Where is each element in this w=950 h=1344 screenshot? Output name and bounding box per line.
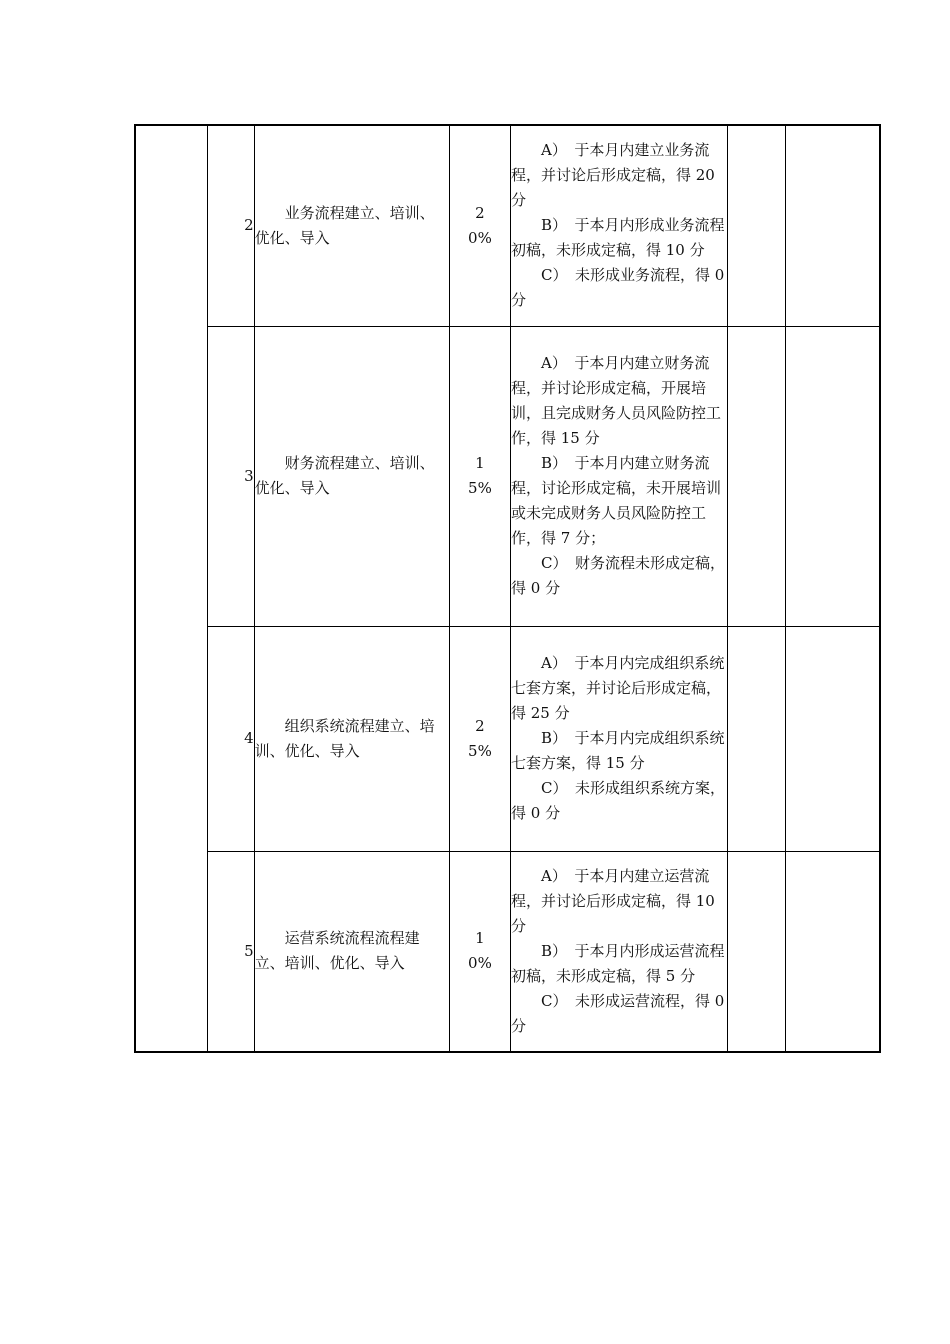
criteria-c: C） 财务流程未形成定稿，得 0 分: [510, 554, 725, 597]
remark-cell: [786, 851, 880, 1052]
merged-category-cell: [135, 125, 207, 1052]
row-number: 3: [207, 326, 254, 626]
item-text: 组织系统流程建立、培训、优化、导入: [254, 716, 435, 760]
criteria-c: C） 未形成运营流程，得 0 分: [510, 991, 725, 1035]
criteria-a: A） 于本月内完成组织系统七套方案，并讨论后形成定稿，得 25 分: [510, 654, 725, 722]
item-cell: [254, 851, 449, 1052]
criteria-b: B） 于本月内形成业务流程初稿，未形成定稿，得 10 分: [510, 216, 725, 260]
criteria-a: A） 于本月内建立财务流程，并讨论形成定稿，开展培训，且完成财务人员风险防控工作，得 15 分: [510, 354, 721, 447]
item-text: 运营系统流程流程建立、培训、优化、导入: [254, 929, 420, 973]
weight-line-1: 1: [475, 454, 485, 472]
row-number: 5: [207, 851, 254, 1052]
table-row: [135, 851, 880, 1052]
score-cell: [728, 851, 786, 1052]
item-text: 业务流程建立、培训、优化、导入: [254, 203, 435, 247]
weight-line-1: 2: [475, 716, 485, 735]
weight-cell: [449, 626, 510, 851]
weight-line-1: 1: [475, 929, 485, 948]
assessment-table: [134, 124, 881, 1053]
item-cell: [254, 626, 449, 851]
weight-line-2: 5%: [468, 741, 492, 760]
criteria-cell: [510, 626, 727, 851]
remark-cell: [786, 626, 880, 851]
remark-cell: [786, 326, 880, 626]
row-number: 4: [207, 626, 254, 851]
table-row: [135, 626, 880, 851]
weight-cell: [449, 326, 510, 626]
criteria-a: A） 于本月内建立运营流程，并讨论后形成定稿，得 10 分: [510, 866, 715, 935]
item-cell: [254, 326, 449, 626]
criteria-c: C） 未形成组织系统方案，得 0 分: [510, 779, 725, 822]
criteria-cell: [510, 125, 727, 326]
weight-line-1: 2: [475, 203, 485, 222]
table-row: [135, 125, 880, 326]
weight-line-2: 0%: [468, 954, 492, 973]
criteria-c: C） 未形成业务流程，得 0 分: [510, 266, 725, 310]
table-row: [135, 326, 880, 626]
criteria-cell: [510, 851, 727, 1052]
criteria-b: B） 于本月内完成组织系统七套方案，得 15 分: [510, 729, 725, 772]
item-text: 财务流程建立、培训、优化、导入: [254, 454, 435, 497]
weight-cell: [449, 851, 510, 1052]
weight-line-2: 0%: [468, 228, 492, 247]
score-cell: [728, 626, 786, 851]
weight-cell: [449, 125, 510, 326]
score-cell: [728, 125, 786, 326]
item-cell: [254, 125, 449, 326]
criteria-b: B） 于本月内形成运营流程初稿，未形成定稿，得 5 分: [510, 941, 725, 985]
criteria-a: A） 于本月内建立业务流程，并讨论后形成定稿，得 20 分: [510, 141, 715, 210]
row-number: 2: [207, 125, 254, 326]
remark-cell: [786, 125, 880, 326]
criteria-cell: [510, 326, 727, 626]
weight-line-2: 5%: [468, 479, 492, 497]
criteria-b: B） 于本月内建立财务流程，讨论形成定稿，未开展培训或未完成财务人员风险防控工作，得 7 分；: [510, 454, 721, 547]
score-cell: [728, 326, 786, 626]
